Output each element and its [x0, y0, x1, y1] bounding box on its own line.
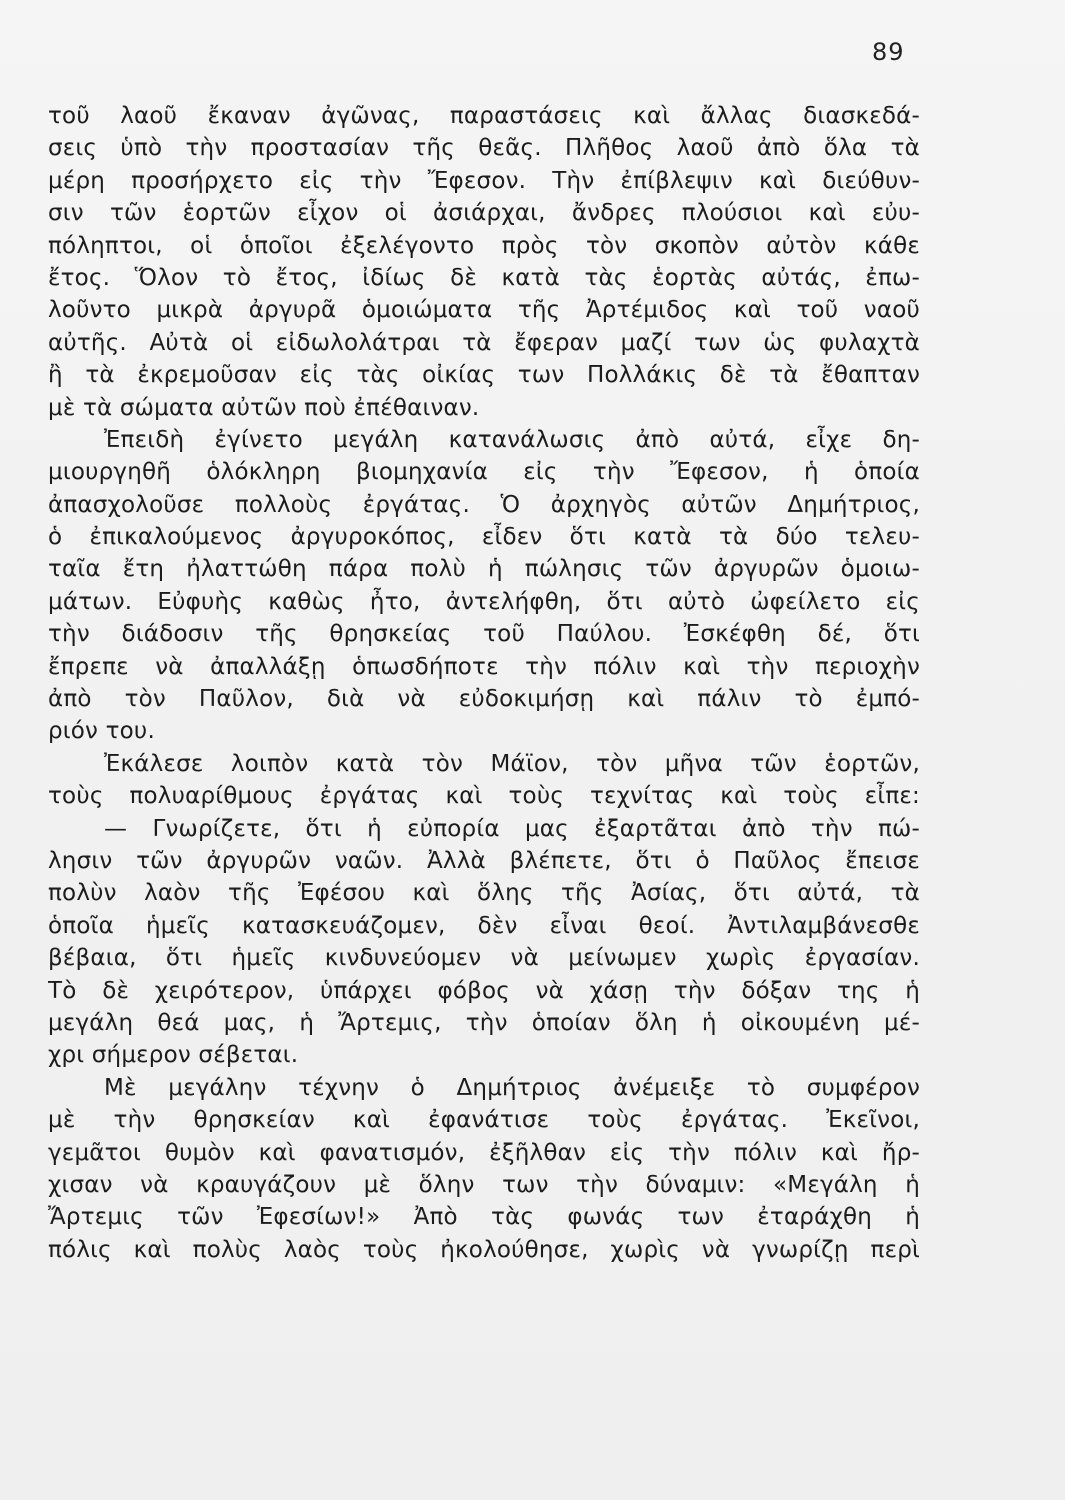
text-line: αὐτῆς. Αὐτὰ οἱ εἰδωλολάτραι τὰ ἔφεραν μαζί των ὡς φυλαχτὰ — [48, 329, 920, 356]
text-line: μεγάλη θεά μας, ἡ Ἄρτεμις, τὴν ὁποίαν ὅλη ἡ οἰκουμένη μέ- — [48, 1009, 920, 1036]
text-line: ἔπρεπε νὰ ἀπαλλάξῃ ὁπωσδήποτε τὴν πόλιν καὶ τὴν περιοχὴν — [48, 653, 920, 680]
text-line: τὴν διάδοσιν τῆς θρησκείας τοῦ Παύλου. Ἐσκέφθη δέ, ὅτι — [48, 621, 920, 648]
text-line: τοὺς πολυαρίθμους ἐργάτας καὶ τοὺς τεχνίτας καὶ τοὺς εἶπε: — [48, 783, 920, 810]
text-line: Ἄρτεμις τῶν Ἐφεσίων!» Ἀπὸ τὰς φωνάς των ἐταράχθη ἡ — [48, 1204, 920, 1231]
text-line: ὁ ἐπικαλούμενος ἀργυροκόπος, εἶδεν ὅτι κατὰ τὰ δύο τελευ- — [48, 524, 920, 551]
text-line: ἔτος. Ὅλον τὸ ἔτος, ἰδίως δὲ κατὰ τὰς ἑορτὰς αὐτάς, ἐπω- — [48, 264, 920, 291]
text-line: λοῦντο μικρὰ ἀργυρᾶ ὁμοιώματα τῆς Ἀρτέμιδος καὶ τοῦ ναοῦ — [48, 297, 920, 324]
text-line: ταῖα ἔτη ἠλαττώθη πάρα πολὺ ἡ πώλησις τῶν ἀργυρῶν ὁμοιω- — [48, 556, 920, 583]
text-line: χρι σήμερον σέβεται. — [48, 1042, 299, 1069]
text-line: ἀπὸ τὸν Παῦλον, διὰ νὰ εὐδοκιμήσῃ καὶ πάλιν τὸ ἐμπό- — [48, 686, 920, 713]
text-line: μέρη προσήρχετο εἰς τὴν Ἔφεσον. Τὴν ἐπίβλεψιν καὶ διεύθυν- — [48, 167, 920, 194]
text-line: χισαν νὰ κραυγάζουν μὲ ὅλην των τὴν δύναμιν: «Μεγάλη ἡ — [48, 1171, 920, 1198]
text-line: πολὺν λαὸν τῆς Ἐφέσου καὶ ὅλης τῆς Ἀσίας, ὅτι αὐτά, τὰ — [48, 880, 920, 907]
text-line: μιουργηθῆ ὁλόκληρη βιομηχανία εἰς τὴν Ἔφεσον, ἡ ὁποία — [48, 459, 920, 486]
text-line: Τὸ δὲ χειρότερον, ὑπάρχει φόβος νὰ χάσῃ τὴν δόξαν της ἡ — [48, 977, 920, 1004]
text-line: τοῦ λαοῦ ἔκαναν ἀγῶνας, παραστάσεις καὶ ἄλλας διασκεδά- — [48, 103, 920, 129]
text-line: πόληπτοι, οἱ ὁποῖοι ἐξελέγοντο πρὸς τὸν σκοπὸν αὐτὸν κάθε — [48, 232, 920, 259]
body-text — [48, 100, 920, 1266]
text-line: βέβαια, ὅτι ἡμεῖς κινδυνεύομεν νὰ μείνωμεν χωρὶς ἐργασίαν. — [48, 945, 920, 972]
text-line: ριόν του. — [48, 718, 155, 745]
text-line: Ἐπειδὴ ἐγίνετο μεγάλη κατανάλωσις ἀπὸ αὐτά, εἶχε δη- — [104, 426, 920, 453]
text-line: γεμᾶτοι θυμὸν καὶ φανατισμόν, ἐξῆλθαν εἰς τὴν πόλιν καὶ ἤρ- — [48, 1139, 920, 1166]
text-line: μὲ τὰ σώματα αὐτῶν ποὺ ἐπέθαιναν. — [48, 394, 480, 421]
text-line: ἀπασχολοῦσε πολλοὺς ἐργάτας. Ὁ ἀρχηγὸς αὐτῶν Δημήτριος, — [48, 491, 920, 518]
text-line: πόλις καὶ πολὺς λαὸς τοὺς ἠκολούθησε, χωρὶς νὰ γνωρίζῃ περὶ — [48, 1236, 920, 1263]
page-number: 89 — [872, 38, 905, 66]
text-line: Μὲ μεγάλην τέχνην ὁ Δημήτριος ἀνέμειξε τὸ συμφέρον — [104, 1074, 920, 1101]
text-line: μὲ τὴν θρησκείαν καὶ ἐφανάτισε τοὺς ἐργάτας. Ἐκεῖνοι, — [48, 1107, 920, 1134]
text-line: ὁποῖα ἡμεῖς κατασκευάζομεν, δὲν εἶναι θεοί. Ἀντιλαμβάνεσθε — [48, 912, 920, 939]
text-line: λησιν τῶν ἀργυρῶν ναῶν. Ἀλλὰ βλέπετε, ὅτι ὁ Παῦλος ἔπεισε — [48, 847, 920, 874]
text-line: σεις ὑπὸ τὴν προστασίαν τῆς θεᾶς. Πλῆθος λαοῦ ἀπὸ ὅλα τὰ — [48, 135, 920, 162]
text-line: — Γνωρίζετε, ὅτι ἡ εὐπορία μας ἐξαρτᾶται ἀπὸ τὴν πώ- — [104, 815, 920, 842]
text-line: ἢ τὰ ἐκρεμοῦσαν εἰς τὰς οἰκίας των Πολλάκις δὲ τὰ ἔθαπταν — [48, 362, 920, 389]
text-line: σιν τῶν ἑορτῶν εἶχον οἱ ἀσιάρχαι, ἄνδρες πλούσιοι καὶ εὐυ- — [48, 200, 920, 227]
text-line: Ἐκάλεσε λοιπὸν κατὰ τὸν Μάϊον, τὸν μῆνα τῶν ἑορτῶν, — [104, 750, 920, 777]
text-line: μάτων. Εὐφυὴς καθὼς ἦτο, ἀντελήφθη, ὅτι αὐτὸ ὠφείλετο εἰς — [48, 588, 920, 615]
